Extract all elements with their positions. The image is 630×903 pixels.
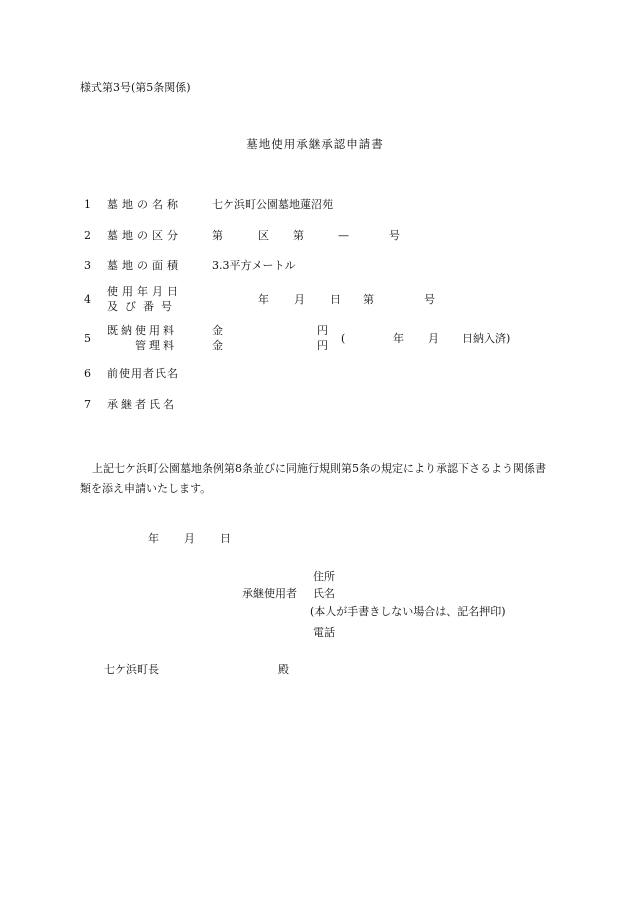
item-5-paid: 日納入済)	[462, 332, 511, 345]
addressee-honorific: 殿	[278, 663, 289, 676]
item-4-go: 号	[424, 293, 435, 306]
item-7-label: 承継者氏名	[107, 398, 177, 411]
item-4-tsuki: 月	[294, 293, 305, 306]
item-5-nen: 年	[393, 332, 404, 345]
date-nen: 年	[148, 532, 159, 545]
item-5-number: 5	[84, 332, 91, 345]
item-5-label-line1: 既納使用料	[107, 324, 177, 337]
item-4-label-line1: 使用年月日	[107, 285, 182, 298]
item-2-ku: 区	[258, 229, 269, 242]
addressee-name: 七ケ浜町長	[104, 663, 159, 676]
item-3-value: 3.3平方メートル	[212, 259, 296, 272]
name-label: 氏名	[313, 587, 335, 600]
item-2-dai-2: 第	[293, 229, 304, 242]
item-5-kin-1: 金	[212, 324, 223, 337]
item-1-number: 1	[84, 198, 91, 211]
item-4-label-line2: 及び番号	[107, 300, 179, 313]
item-7-number: 7	[84, 398, 91, 411]
item-2-dai: 第	[212, 229, 223, 242]
item-5-label-line2: 管理料	[135, 339, 177, 352]
item-6-label: 前使用者氏名	[107, 367, 179, 380]
item-4-nen: 年	[258, 293, 269, 306]
item-5-kin-2: 金	[212, 339, 223, 352]
phone-label: 電話	[313, 626, 335, 639]
item-4-dai: 第	[363, 293, 374, 306]
item-3-number: 3	[84, 259, 91, 272]
item-4-hi: 日	[330, 293, 341, 306]
item-2-number: 2	[84, 229, 91, 242]
seal-note: (本人が手書きしない場合は、記名押印)	[310, 605, 506, 618]
item-5-paren-open: (	[341, 332, 346, 345]
item-2-go: 号	[389, 229, 400, 242]
document-title: 墓地使用承継承認申請書	[246, 137, 384, 151]
form-number: 様式第3号(第5条関係)	[80, 81, 191, 94]
item-1-value: 七ケ浜町公園墓地蓮沼苑	[212, 198, 333, 211]
date-hi: 日	[220, 532, 231, 545]
applicant-role: 承継使用者	[242, 587, 297, 600]
address-label: 住所	[313, 570, 335, 583]
item-1-label: 墓地の名称	[107, 198, 182, 211]
application-paragraph: 上記七ケ浜町公園墓地条例第8条並びに同施行規則第5条の規定により承認下さるよう関係書類を添え申請いたします。	[80, 462, 546, 495]
item-3-label: 墓地の面積	[107, 259, 182, 272]
item-5-en-1: 円	[317, 324, 328, 337]
item-6-number: 6	[84, 367, 91, 380]
item-2-dash: —	[338, 229, 349, 242]
date-tsuki: 月	[184, 532, 195, 545]
item-2-label: 墓地の区分	[107, 229, 182, 242]
item-5-en-2: 円	[317, 339, 328, 352]
item-4-number: 4	[84, 293, 91, 306]
item-5-tsuki: 月	[428, 332, 439, 345]
